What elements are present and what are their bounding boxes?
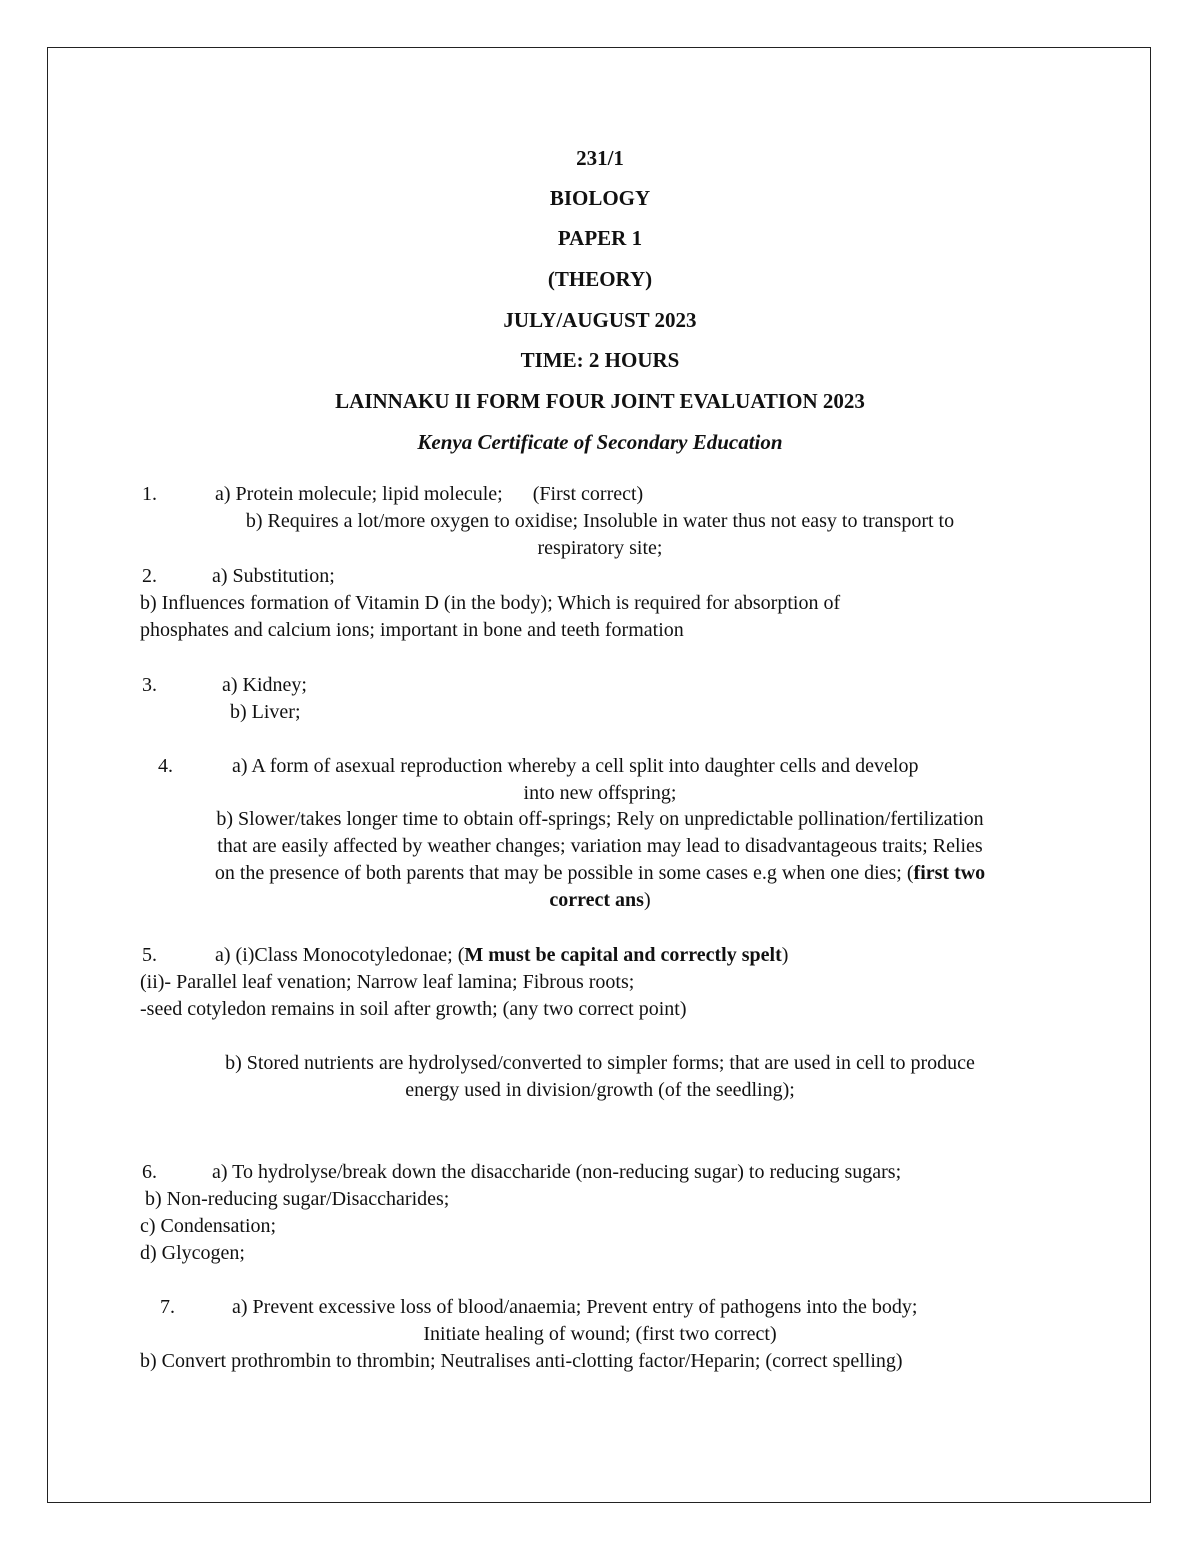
q4-b-line2: that are easily affected by weather changes; variation may lead to disadvantageous traits; Relies: [217, 835, 983, 857]
q4-b-line4-end: ): [643, 889, 651, 911]
subject-title: BIOLOGY: [549, 186, 651, 210]
q5-b-line1: b) Stored nutrients are hydrolysed/converted to simpler forms; that are used in cell to produce: [225, 1052, 975, 1074]
q7-a-line1: a) Prevent excessive loss of blood/anaemia; Prevent entry of pathogens into the body;: [232, 1296, 918, 1318]
q5-number: 5.: [142, 944, 157, 966]
q4-b-line4-bold: correct ans: [549, 889, 644, 911]
q3-number: 3.: [142, 674, 157, 696]
q7-number: 7.: [160, 1296, 175, 1318]
q4-b-line3: [140, 860, 1060, 887]
exam-date: JULY/AUGUST 2023: [503, 308, 697, 332]
q6-c: c) Condensation;: [140, 1215, 277, 1237]
q4-b-line1: b) Slower/takes longer time to obtain off-springs; Rely on unpredictable pollination/fertilization: [216, 808, 984, 830]
certificate-title: Kenya Certificate of Secondary Education: [417, 430, 783, 454]
q4-a-line1: a) A form of asexual reproduction whereby a cell split into daughter cells and develop: [232, 755, 919, 777]
q1-b-line2: respiratory site;: [537, 537, 663, 559]
q4-a-line2: into new offspring;: [523, 782, 677, 804]
q2-number: 2.: [142, 565, 157, 587]
q2-a: a) Substitution;: [212, 565, 335, 587]
q3-a: a) Kidney;: [222, 674, 307, 696]
q5-a-ii: (ii)- Parallel leaf venation; Narrow leaf lamina; Fibrous roots;: [140, 971, 635, 993]
q1-a: [215, 481, 643, 508]
q6-b: b) Non-reducing sugar/Disaccharides;: [145, 1188, 450, 1210]
q5-a-bold: M must be capital and correctly spelt: [464, 944, 782, 966]
q4-b-line3-bold: first two: [913, 862, 986, 884]
q3-b: b) Liver;: [230, 701, 301, 723]
q1-number: 1.: [142, 483, 157, 505]
q7-b: b) Convert prothrombin to thrombin; Neutralises anti-clotting factor/Heparin; (correct spelling): [140, 1350, 903, 1372]
q5-a: [215, 942, 788, 969]
q7-a-line2: Initiate healing of wound; (first two correct): [423, 1323, 777, 1345]
q4-b-line3-text: on the presence of both parents that may be possible in some cases e.g when one dies; (: [214, 862, 914, 884]
exam-title: LAINNAKU II FORM FOUR JOINT EVALUATION 2023: [335, 389, 865, 413]
q4-number: 4.: [158, 755, 173, 777]
q5-a-ii-line2: -seed cotyledon remains in soil after growth; (any two correct point): [140, 998, 687, 1020]
q2-b-line1: b) Influences formation of Vitamin D (in the body); Which is required for absorption of: [140, 592, 841, 614]
q5-b-line2: energy used in division/growth (of the seedling);: [405, 1079, 795, 1101]
q1-a-text: a) Protein molecule; lipid molecule;: [215, 483, 503, 505]
q6-number: 6.: [142, 1161, 157, 1183]
q5-a-end: ): [781, 944, 789, 966]
q1-a-note: (First correct): [532, 483, 644, 505]
q2-b-line2: phosphates and calcium ions; important in bone and teeth formation: [140, 619, 684, 641]
q6-d: d) Glycogen;: [140, 1242, 245, 1264]
q5-a-text: a) (i)Class Monocotyledonae; (: [215, 944, 465, 966]
q1-b-line1: b) Requires a lot/more oxygen to oxidise; Insoluble in water thus not easy to transport to: [245, 510, 955, 532]
paper-code: 231/1: [576, 146, 624, 170]
paper-type: (THEORY): [547, 267, 653, 291]
paper-number: PAPER 1: [557, 226, 643, 250]
q4-b-line4: [140, 887, 1060, 914]
q6-a: a) To hydrolyse/break down the disaccharide (non-reducing sugar) to reducing sugars;: [212, 1161, 902, 1183]
exam-time: TIME: 2 HOURS: [520, 348, 680, 372]
